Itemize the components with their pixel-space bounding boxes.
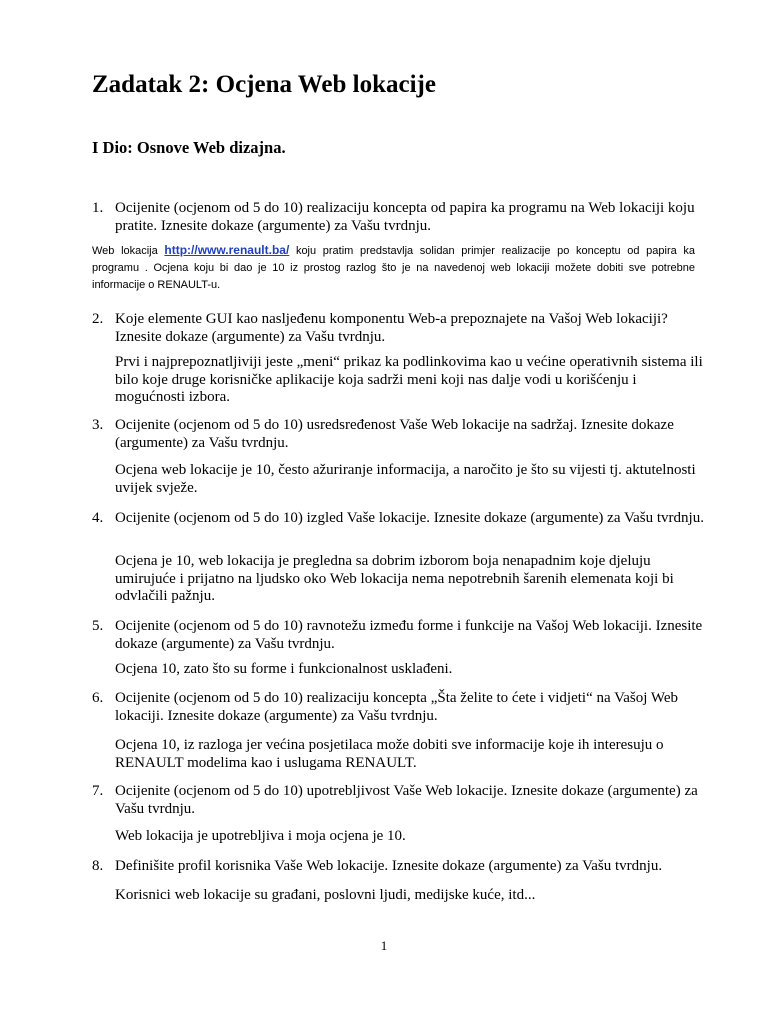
- answer-6: Ocjena 10, iz razloga jer većina posjetilaca može dobiti sve informacije koje ih interesuju o RENAULT modelima kao i uslugama RENAULT.: [115, 737, 664, 771]
- answer-5: Ocjena 10, zato što su forme i funkcionalnost usklađeni.: [115, 661, 453, 677]
- question-text: Koje elemente GUI kao nasljeđenu komponentu Web-a prepoznajete na Vašoj Web lokaciji? Iznesite dokaze (argumente) za Vašu tvrdnju.: [115, 311, 668, 345]
- document-title: Zadatak 2: Ocjena Web lokacije: [92, 71, 436, 98]
- question-number: 8.: [92, 858, 104, 874]
- question-number: 5.: [92, 618, 104, 634]
- answer-1-prefix: Web lokacija: [92, 245, 165, 257]
- question-number: 6.: [92, 690, 104, 706]
- answer-3: Ocjena web lokacije je 10, često ažuriranje informacija, a naročito je što su vijesti tj. aktutelnosti uvijek svježe.: [115, 462, 696, 496]
- question-number: 2.: [92, 311, 104, 327]
- question-number: 4.: [92, 510, 104, 526]
- renault-link[interactable]: http://www.renault.ba/: [164, 243, 290, 257]
- answer-8: Korisnici web lokacije su građani, poslovni ljudi, medijske kuće, itd...: [115, 887, 536, 903]
- answer-7: Web lokacija je upotrebljiva i moja ocjena je 10.: [115, 828, 406, 844]
- answer-1: [92, 242, 695, 294]
- answer-4: Ocjena je 10, web lokacija je pregledna sa dobrim izborom boja nenapadnim koje djeluju umirujuće i prijatno na ljudsko oko Web lokacija nema nepotrebnih šarenih elemenata koji bi odvlačili pažnju.: [115, 553, 674, 604]
- question-text: Ocijenite (ocjenom od 5 do 10) upotrebljivost Vaše Web lokacije. Iznesite dokaze (argumente) za Vašu tvrdnju.: [115, 783, 698, 817]
- question-text: Ocijenite (ocjenom od 5 do 10) usredsređenost Vaše Web lokacije na sadržaj. Iznesite dokaze (argumente) za Vašu tvrdnju.: [115, 417, 674, 451]
- question-text: Ocijenite (ocjenom od 5 do 10) ravnotežu između forme i funkcije na Vašoj Web lokaciji. Iznesite dokaze (argumente) za Vašu tvrdnju.: [115, 618, 703, 652]
- section-heading: I Dio: Osnove Web dizajna.: [92, 138, 286, 157]
- answer-1-text: koju pratim predstavlja solidan primjer realizacije po konceptu od papira ka programu . Ocjena koju bi dao je 10 iz prostog razlog što je na navedenoj web lokaciji možete dobiti sve potrebne informacije o RENAULT-u.: [92, 245, 696, 291]
- question-number: 3.: [92, 417, 104, 433]
- question-number: 7.: [92, 783, 104, 799]
- question-text: Ocijenite (ocjenom od 5 do 10) realizaciju koncepta „Šta želite to ćete i vidjeti“ na Vašoj Web lokaciji. Iznesite dokaze (argumente) za Vašu tvrdnju.: [115, 690, 679, 724]
- question-text: Definišite profil korisnika Vaše Web lokacije. Iznesite dokaze (argumente) za Vašu tvrdnju.: [115, 858, 663, 874]
- question-text: Ocijenite (ocjenom od 5 do 10) realizaciju koncepta od papira ka programu na Web lokaciji koju pratite. Iznesite dokaze (argumente) za Vašu tvrdnju.: [115, 200, 695, 234]
- question-number: 1.: [92, 200, 104, 216]
- answer-2: Prvi i najprepoznatljiviji jeste „meni“ prikaz ka podlinkovima kao u većine operativnih sistema ili bilo koje druge korisničke aplikacije koja sadrži meni koji nas dalje vodi u korišćenju i mogućnosti izbora.: [115, 354, 703, 405]
- page-number: 1: [380, 938, 388, 953]
- question-text: Ocijenite (ocjenom od 5 do 10) izgled Vaše lokacije. Iznesite dokaze (argumente) za Vašu tvrdnju.: [115, 510, 704, 526]
